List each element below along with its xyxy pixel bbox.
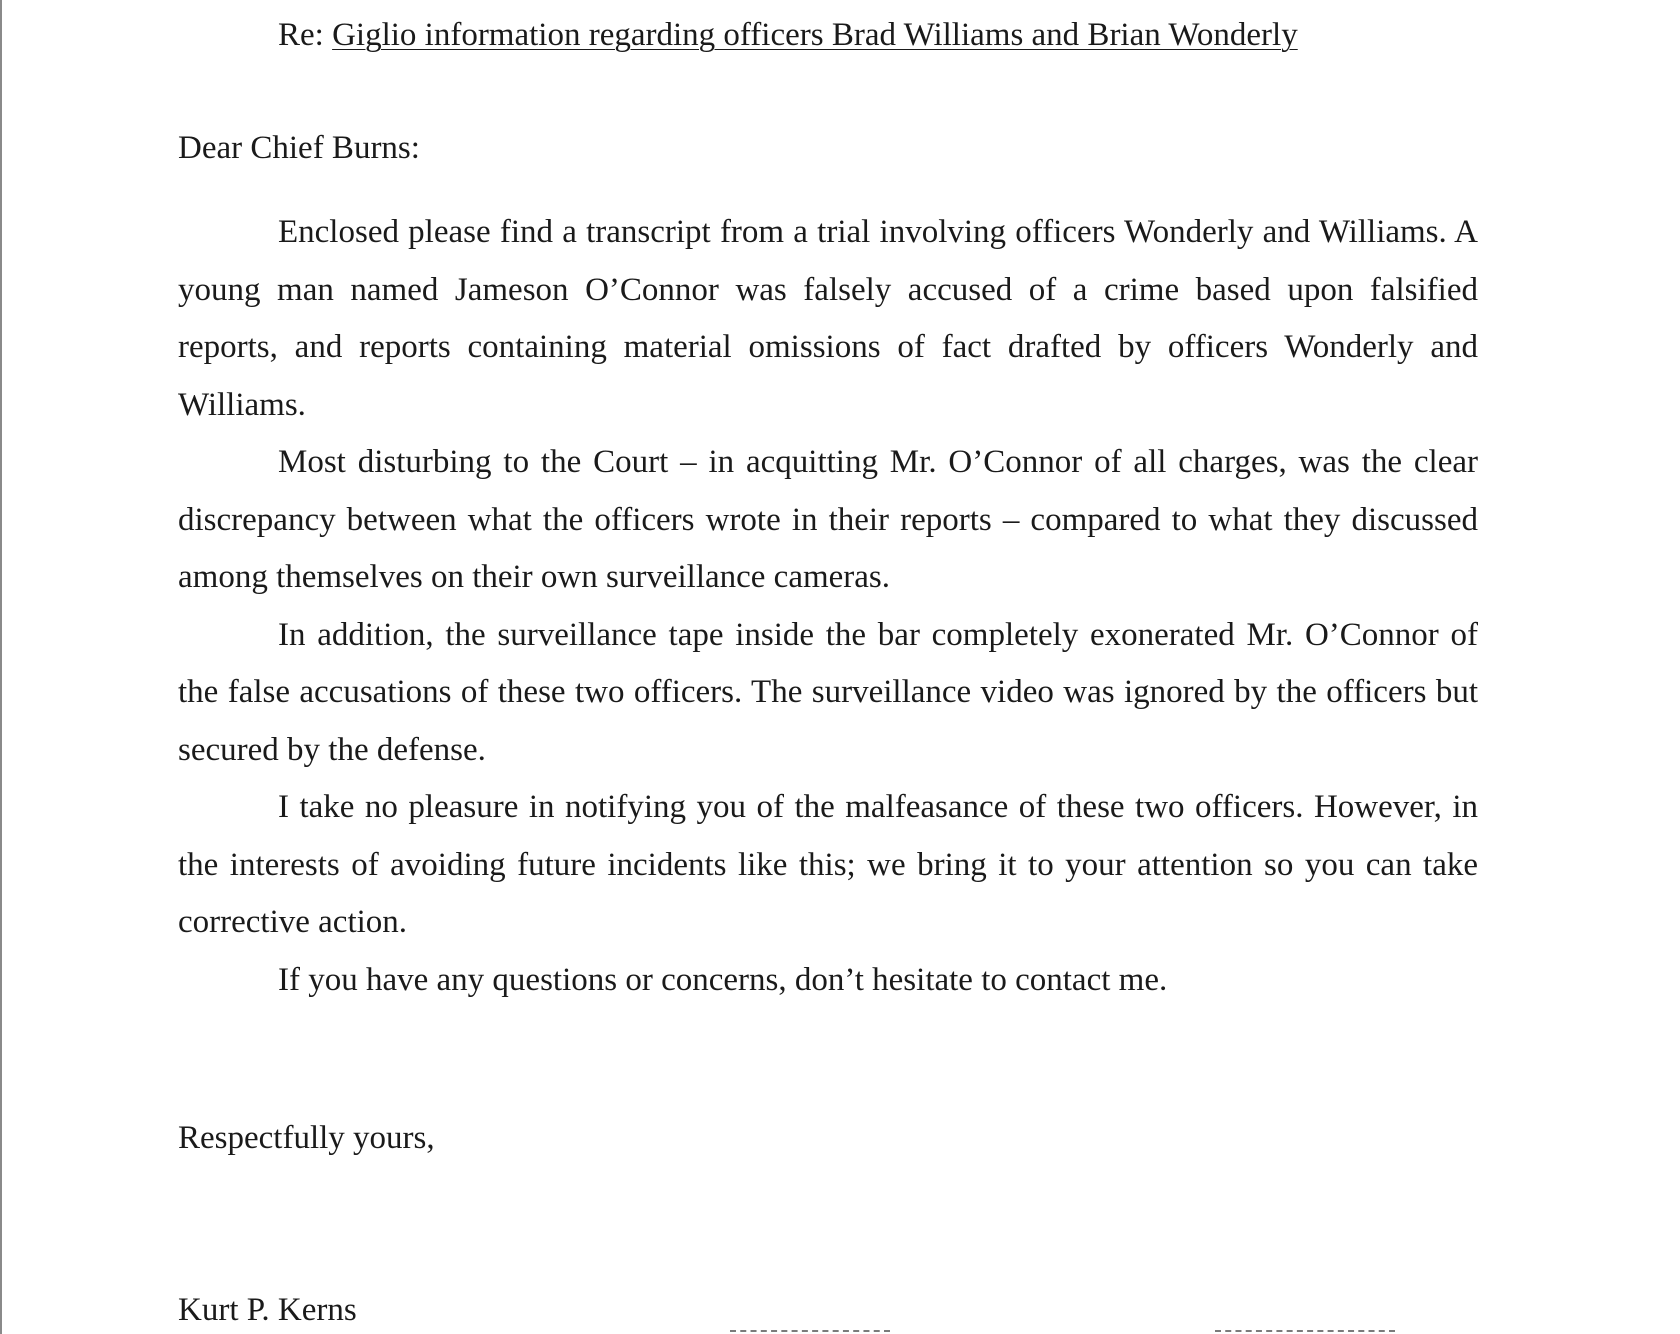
re-line bbox=[278, 17, 1298, 54]
re-prefix: Re: bbox=[278, 17, 333, 53]
paragraph-4: I take no pleasure in notifying you of the malfeasance of these two officers. However, in the interests of avoiding future incidents like this; we bring it to your attention so you can take corrective action. bbox=[178, 789, 1478, 940]
letter-body bbox=[178, 204, 1478, 1009]
paragraph-5: If you have any questions or concerns, don’t hesitate to contact me. bbox=[278, 961, 1168, 998]
scan-artifact-left bbox=[730, 1330, 890, 1334]
salutation: Dear Chief Burns: bbox=[178, 130, 420, 166]
closing: Respectfully yours, bbox=[178, 1120, 435, 1156]
paragraph-3: In addition, the surveillance tape inside the bar completely exonerated Mr. O’Connor of the false accusations of these two officers. The surveillance video was ignored by the officers but secured by the defense. bbox=[178, 616, 1478, 768]
paragraph-1: Enclosed please find a transcript from a trial involving officers Wonderly and Williams. A young man named Jameson O’Connor was falsely accused of a crime based upon falsified reports, and reports containing material omissions of fact drafted by officers Wonderly and Williams. bbox=[178, 214, 1478, 423]
paragraph-2: Most disturbing to the Court – in acquitting Mr. O’Connor of all charges, was the clear discrepancy between what the officers wrote in their reports – compared to what they discussed among themselves on their own surveillance cameras. bbox=[178, 444, 1478, 595]
page-left-border bbox=[0, 0, 2, 1334]
scan-artifact-right bbox=[1215, 1330, 1395, 1334]
re-subject: Giglio information regarding officers Brad Williams and Brian Wonderly bbox=[332, 17, 1298, 53]
signer-name: Kurt P. Kerns bbox=[178, 1292, 357, 1328]
